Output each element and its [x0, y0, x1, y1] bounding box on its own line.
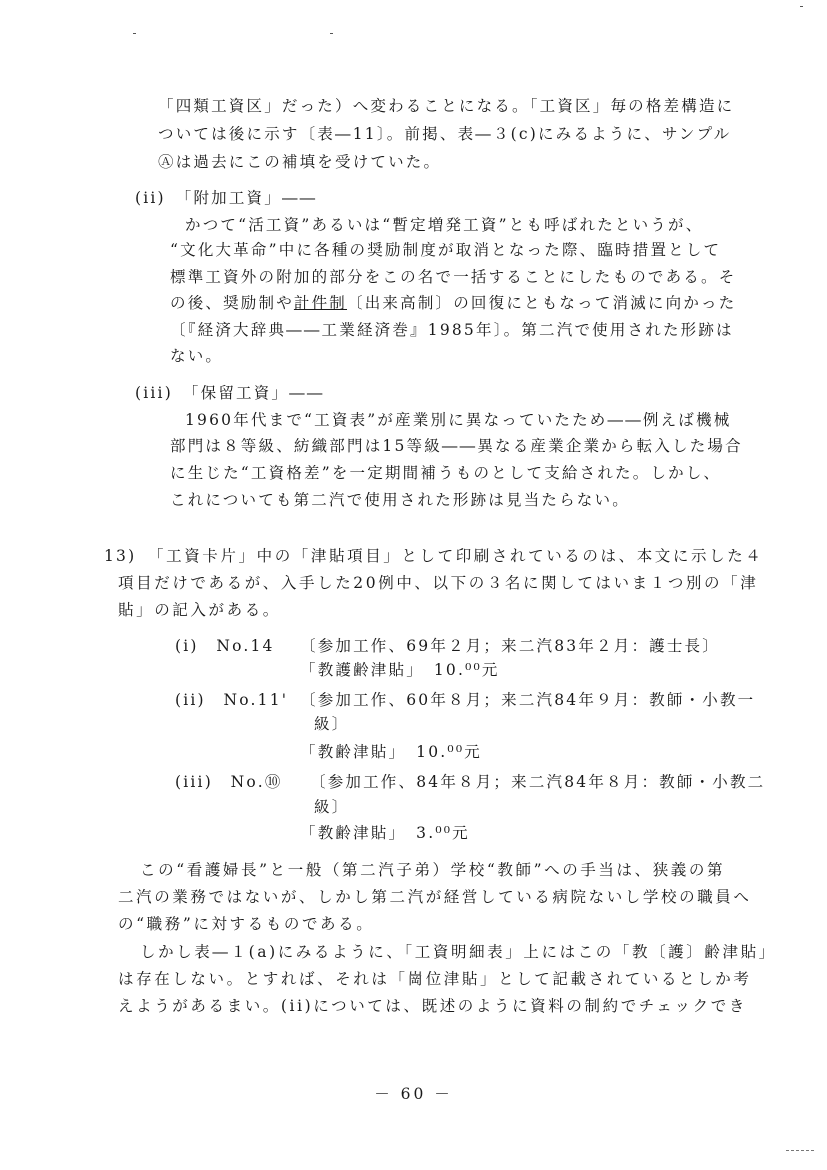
- item-line: 標準工資外の附加的部分をこの名で一括することにしたものである。そ: [170, 268, 737, 286]
- paragraph-line: は存在しない。とすれば、それは「崗位津貼」として記載されているとしか考: [118, 970, 752, 988]
- paragraph-line: えようがあるまい。(ii)については、既述のように資料の制約でチェックでき: [118, 997, 747, 1015]
- case-detail-continued: 級〕: [314, 798, 350, 816]
- item-heading: (iii) 「保留工資」――: [135, 384, 325, 402]
- paragraph-line: の“職務”に対するものである。: [118, 915, 375, 933]
- scan-mark: [330, 33, 333, 34]
- case-detail: 〔参加工作、69年２月；来二汽83年２月：護士長〕: [300, 637, 720, 655]
- case-label: (ii) No.11': [175, 691, 289, 709]
- note-line: 「工資卡片」中の「津貼項目」として印刷されているのは、本文に示した４: [148, 547, 764, 565]
- scan-mark: [133, 33, 136, 34]
- item-heading: (ii) 「附加工資」――: [135, 189, 318, 207]
- item-line: 1960年代まで“工資表”が産業別に異なっていたため――例えば機械: [185, 411, 732, 429]
- text-segment: 〔出来高制〕の回復にともなって消滅に向かった: [347, 294, 737, 312]
- note-line: 貼」の記入がある。: [118, 601, 281, 619]
- item-line: 〔『経済大辞典――工業経済巻』1985年〕。第二汽で使用された形跡は: [170, 321, 734, 339]
- item-line: かつて“活工資”あるいは“暫定増発工資”とも呼ばれたというが、: [185, 216, 704, 234]
- page-number: － 60 －: [374, 1085, 453, 1103]
- item-line: 部門は８等級、紡織部門は15等級――異なる産業企業から転入した場合: [170, 437, 743, 455]
- paragraph-line: 二汽の業務ではないが、しかし第二汽が経営している病院ないし学校の職員へ: [118, 888, 752, 906]
- item-line: [170, 293, 736, 313]
- scan-mark: [800, 6, 803, 7]
- item-line: に生じた“工資格差”を一定期間補うものとして支給された。しかし、: [170, 464, 722, 482]
- note-number: 13): [104, 547, 137, 565]
- scan-mark: [786, 1150, 814, 1151]
- case-allowance: 「教齢津貼」 3.⁰⁰元: [300, 824, 470, 842]
- paragraph-line: 「四類工資区」だった）へ変わることになる。「工資区」毎の格差構造に: [158, 97, 735, 115]
- underlined-term: 計件制: [293, 294, 348, 312]
- paragraph-line: この“看護婦長”と一般（第二汽子弟）学校“教師”への手当は、狭義の第: [140, 861, 726, 879]
- case-allowance: 「教齢津貼」 10.⁰⁰元: [300, 743, 482, 761]
- case-label: (i) No.14: [175, 637, 275, 655]
- note-line: 項目だけであるが、入手した20例中、以下の３名に関してはいま１つ別の「津: [118, 574, 759, 592]
- item-line: ない。: [170, 347, 224, 365]
- case-allowance: 「教護齢津貼」 10.⁰⁰元: [300, 661, 500, 679]
- item-line: “文化大革命”中に各種の奨励制度が取消となった際、臨時措置として: [170, 241, 722, 259]
- paragraph-line: ついては後に示す〔表―11〕。前掲、表―３(c)にみるように、サンプル: [158, 125, 732, 143]
- item-line: これについても第二汽で使用された形跡は見当たらない。: [170, 491, 630, 509]
- text-segment: の後、奨励制や: [170, 294, 294, 312]
- case-detail-continued: 級〕: [314, 715, 350, 733]
- paragraph-line: しかし表―１(a)にみるように、「工資明細表」上にはこの「教〔護〕齢津貼」: [140, 943, 777, 961]
- paragraph-line: Ⓐは過去にこの補填を受けていた。: [158, 153, 442, 171]
- case-detail: 〔参加工作、84年８月；来二汽84年８月：教師・小教二: [310, 773, 766, 791]
- case-label: (iii) No.⑩: [175, 773, 283, 791]
- case-detail: 〔参加工作、60年８月；来二汽84年９月：教師・小教一: [300, 691, 756, 709]
